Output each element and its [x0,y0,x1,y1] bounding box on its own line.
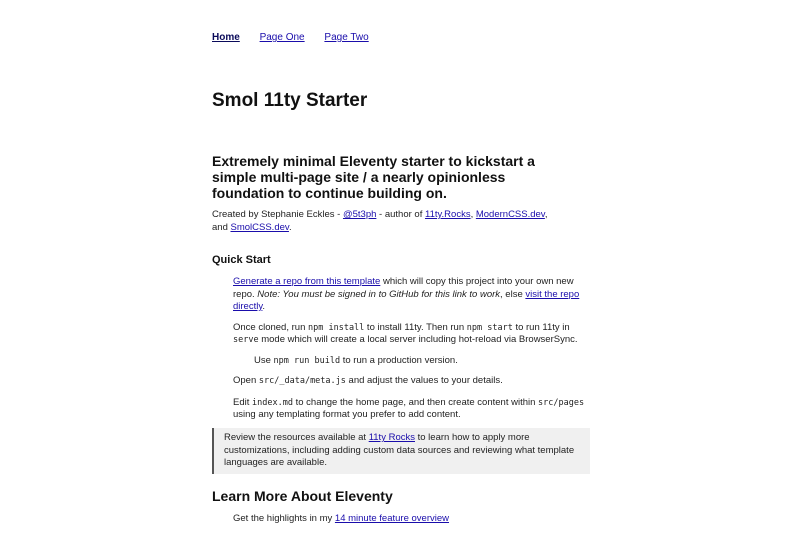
step1-else: , else [500,288,526,300]
step1-end: . [262,301,266,312]
step5-text-2: to change the home page, and then create content within [292,396,539,408]
lede-heading: Extremely minimal Eleventy starter to kickstart a simple multi-page site / a nearly opinionless foundation to continue building on. [212,153,535,201]
step2-text-3: to run 11ty in [512,321,570,333]
nav-link-page-one[interactable]: Page One [259,32,305,43]
callout-text-2: to learn how to apply more customizations, including adding custom data sources and reviewing what template languages are available. [224,432,575,468]
list-item [233,276,588,314]
credit-comma-1: , [470,209,476,220]
step2-text-4: mode which will create a local server including hot-reload via BrowserSync. [258,334,578,345]
page-title: Smol 11ty Starter [212,90,368,111]
list-item [233,513,449,524]
callout-box [212,428,590,474]
step1-note: Note: You must be signed in to GitHub for this link to work [257,288,501,300]
quick-start-list [233,276,588,422]
visit-repo-link[interactable]: visit the repo directly [233,288,580,312]
smolcss-link[interactable]: SmolCSS.dev [230,221,289,233]
step5-text-3: using any templating format you prefer to add content. [233,409,461,420]
credit-line [212,209,557,234]
list-item [233,355,588,368]
elevenrocks-callout-link[interactable]: 11ty Rocks [368,432,415,443]
credit-prefix: Created by Stephanie Eckles - [212,209,343,220]
list-item [233,397,588,422]
index-md-code: index.md [252,397,293,408]
main-nav [212,32,386,43]
learn-more-heading: Learn More About Eleventy [212,488,393,504]
nav-link-home[interactable]: Home [212,32,240,43]
list-item [233,322,588,347]
npm-install-code: npm install [308,322,365,333]
credit-comma-2: , and [212,209,548,233]
npm-build-code: npm run build [273,355,341,366]
quick-start-heading: Quick Start [212,254,271,266]
step4-text-2: and adjust the values to your details. [345,375,503,386]
step4-text-1: Open [233,375,259,386]
learn-more-list [233,513,449,524]
step2-text-1: Once cloned, run [233,321,308,333]
src-pages-code: src/pages [538,397,585,408]
step2-text-2: to install 11ty. Then run [364,321,467,333]
step3-text-1: Use [254,354,274,366]
step1-text: which will copy this project into your own new repo. [233,276,574,300]
elevenrocks-link[interactable]: 11ty.Rocks [424,209,471,220]
meta-js-code: src/_data/meta.js [258,376,346,386]
moderncss-link[interactable]: ModernCSS.dev [475,209,545,220]
credit-suffix: . [288,221,292,233]
feature-overview-link[interactable]: 14 minute feature overview [334,513,449,524]
nav-link-page-two[interactable]: Page Two [324,32,369,43]
serve-code: serve [233,335,259,345]
callout-text-1: Review the resources available at [224,432,369,443]
author-handle-link[interactable]: @5t3ph [342,209,377,220]
generate-repo-link[interactable]: Generate a repo from this template [233,276,381,287]
learn-more-item-text: Get the highlights in my [233,513,335,524]
credit-middle: - author of [376,209,425,220]
list-item [233,375,588,388]
npm-start-code: npm start [466,322,513,333]
step3-text-2: to run a production version. [340,354,458,366]
step5-text-1: Edit [233,396,253,408]
